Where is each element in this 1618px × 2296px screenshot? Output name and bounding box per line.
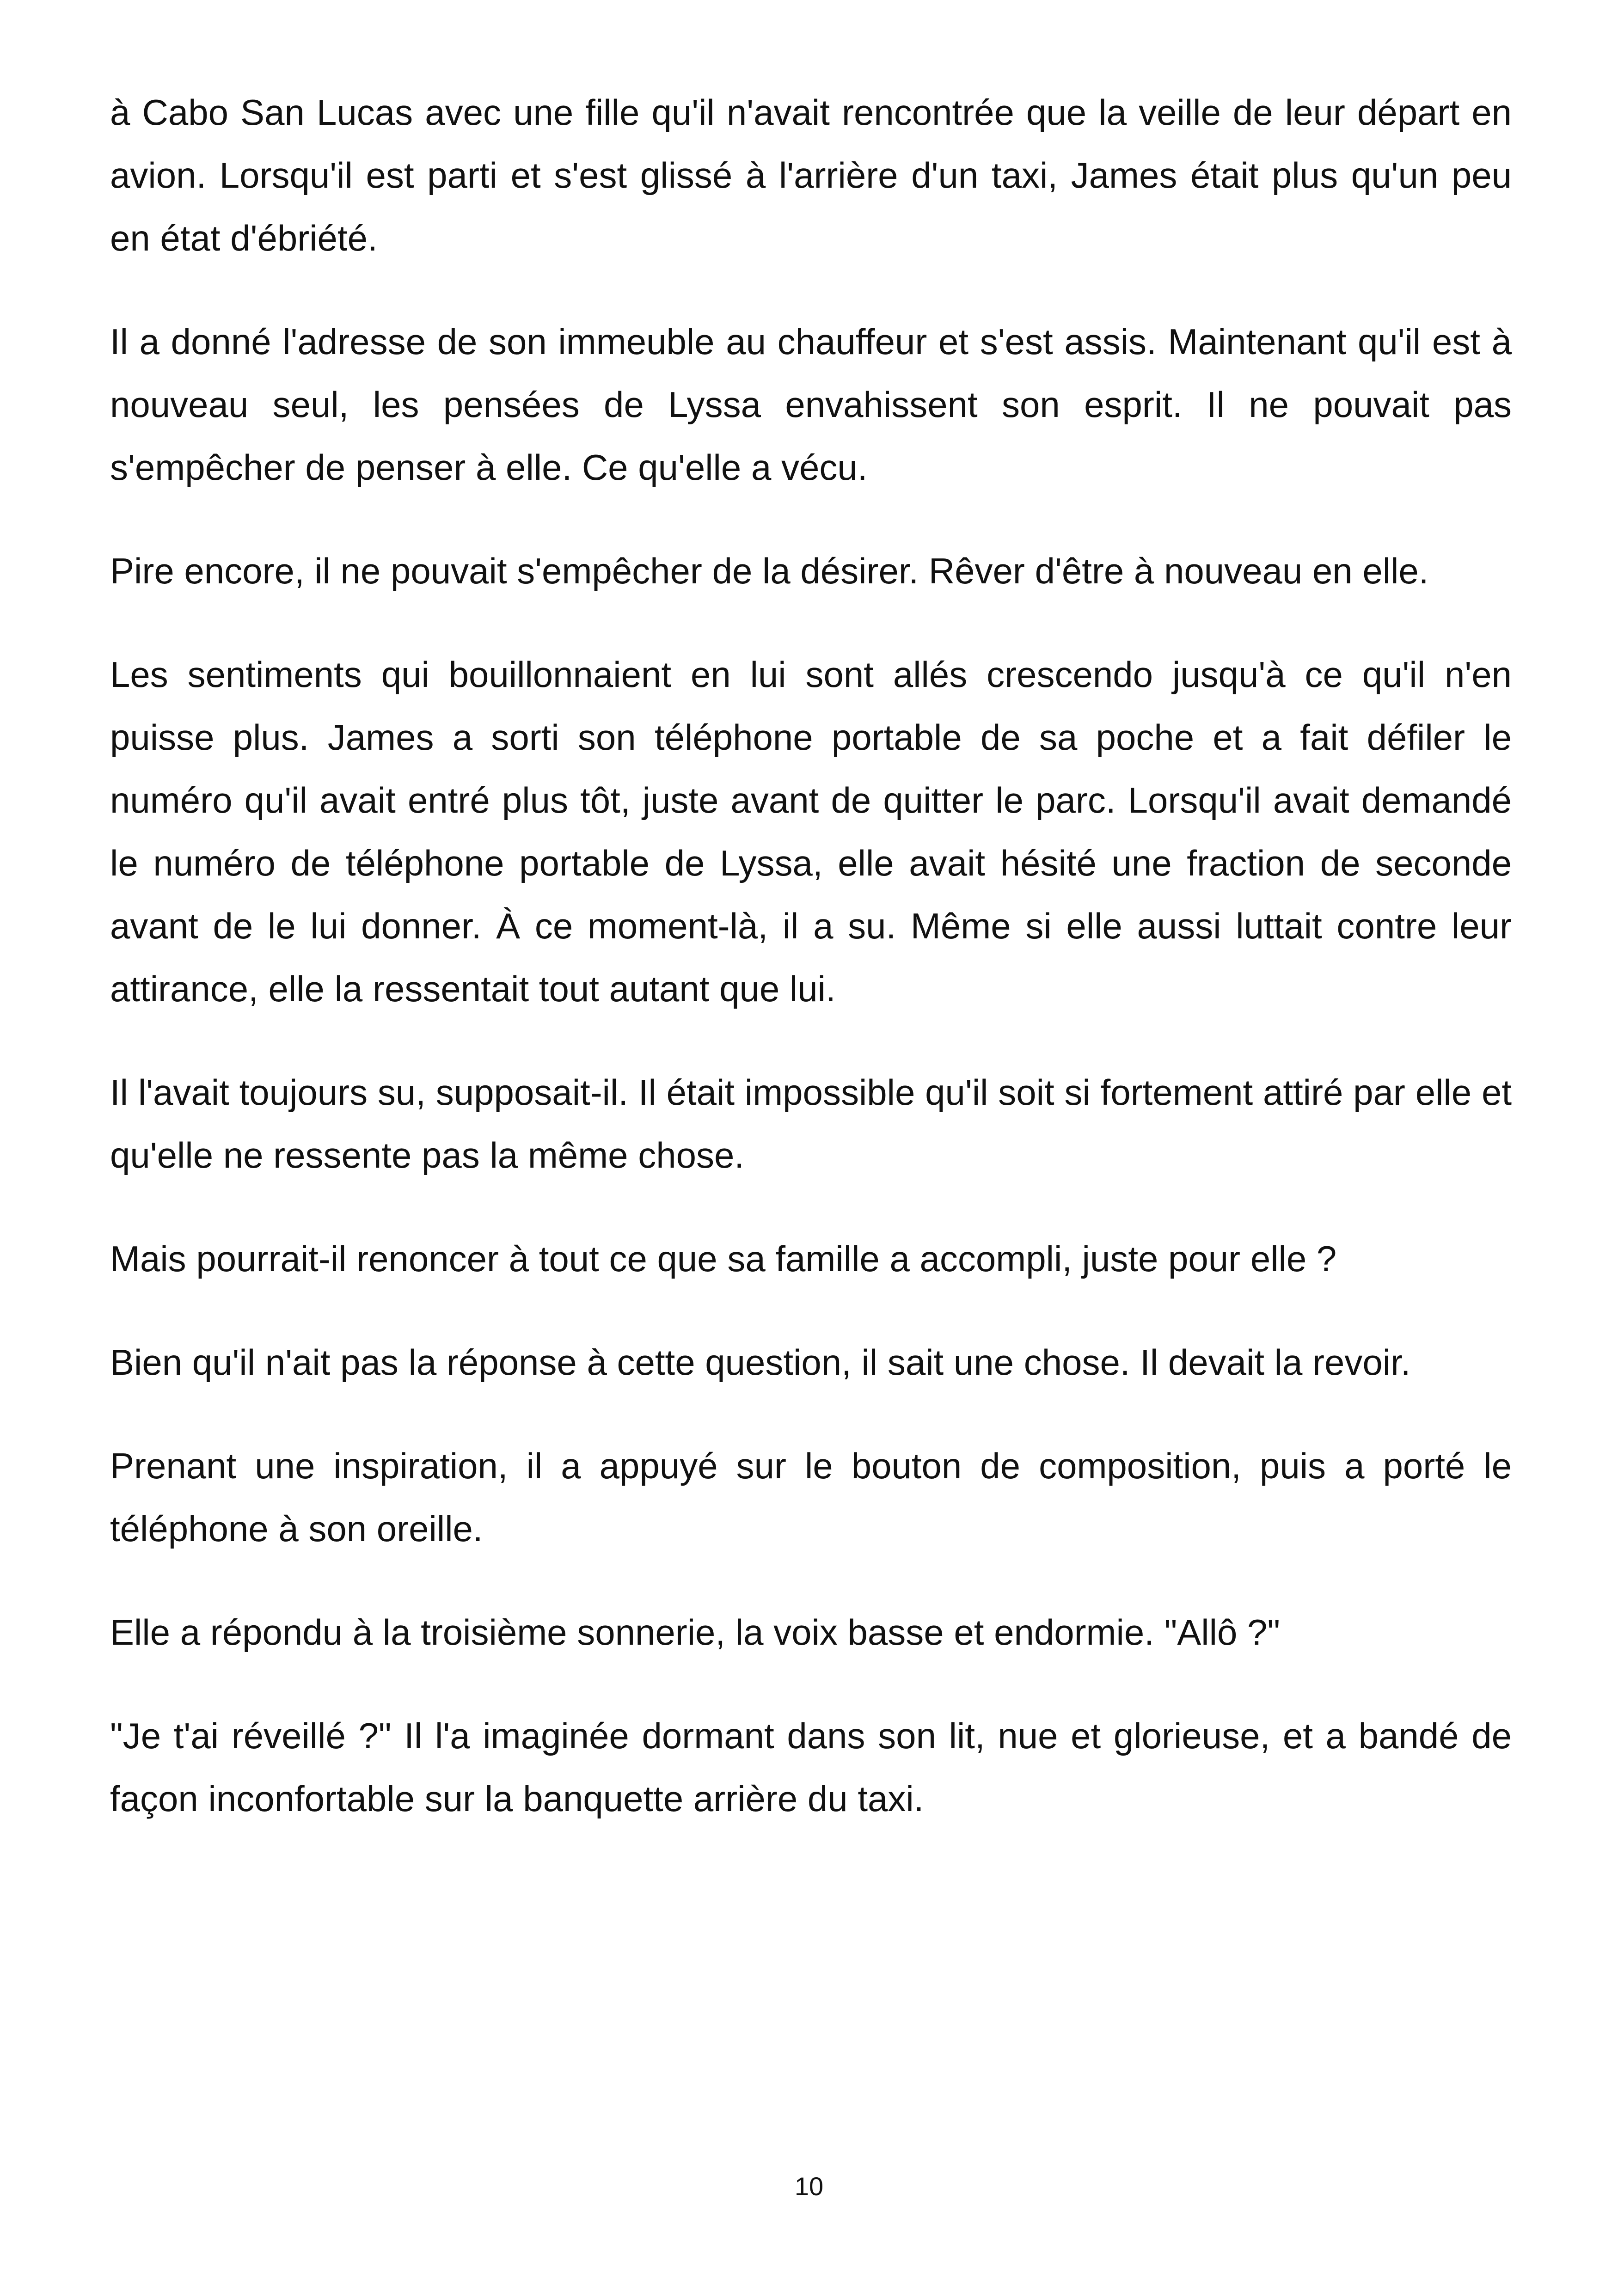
- paragraph-2: Il a donné l'adresse de son immeuble au chauffeur et s'est assis. Maintenant qu'il est à nouveau seul, les pensées de Lyssa envahissent son esprit. Il ne pouvait pas s'empêcher de penser à elle. Ce qu'elle a vécu.: [110, 321, 1512, 488]
- paragraph-5: Il l'avait toujours su, supposait-il. Il était impossible qu'il soit si fortement attiré par elle et qu'elle ne ressente pas la même chose.: [110, 1072, 1512, 1176]
- page-number: 10: [794, 2172, 824, 2201]
- paragraph-1: à Cabo San Lucas avec une fille qu'il n'avait rencontrée que la veille de leur départ en avion. Lorsqu'il est parti et s'est glissé à l'arrière d'un taxi, James était plus qu'un peu en état d'ébriété.: [110, 92, 1512, 258]
- paragraph-7: Bien qu'il n'ait pas la réponse à cette question, il sait une chose. Il devait la revoir.: [110, 1342, 1411, 1383]
- paragraph-4: Les sentiments qui bouillonnaient en lui sont allés crescendo jusqu'à ce qu'il n'en puisse plus. James a sorti son téléphone portable de sa poche et a fait défiler le numéro qu'il avait entré plus tôt, juste avant de quitter le parc. Lorsqu'il avait demandé le numéro de téléphone portable de Lyssa, elle avait hésité une fraction de seconde avant de le lui donner. À ce moment-là, il a su. Même si elle aussi luttait contre leur attirance, elle la ressentait tout autant que lui.: [110, 654, 1512, 1009]
- paragraph-6: Mais pourrait-il renoncer à tout ce que sa famille a accompli, juste pour elle ?: [110, 1238, 1337, 1279]
- paragraph-3: Pire encore, il ne pouvait s'empêcher de la désirer. Rêver d'être à nouveau en elle.: [110, 551, 1429, 591]
- paragraph-10: "Je t'ai réveillé ?" Il l'a imaginée dormant dans son lit, nue et glorieuse, et a bandé de façon inconfortable sur la banquette arrière du taxi.: [110, 1715, 1512, 1819]
- paragraph-8: Prenant une inspiration, il a appuyé sur le bouton de composition, puis a porté le téléphone à son oreille.: [110, 1445, 1512, 1549]
- body-text: [110, 81, 1512, 1830]
- paragraph-9: Elle a répondu à la troisième sonnerie, la voix basse et endormie. "Allô ?": [110, 1612, 1281, 1653]
